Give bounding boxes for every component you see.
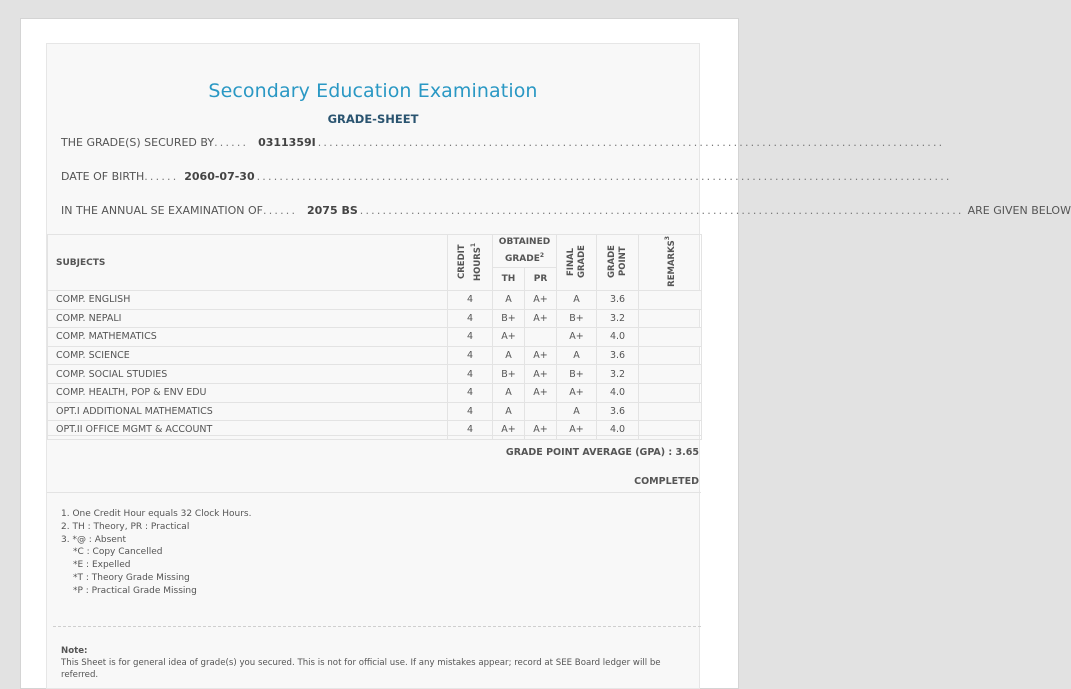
final-grade: B+ [557, 309, 597, 328]
note-section [61, 645, 681, 681]
footnote-3: 3. *@ : Absent [61, 534, 127, 545]
footnote-2: 2. TH : Theory, PR : Practical [61, 521, 190, 532]
dob-value: 2060-07-30 [184, 169, 255, 183]
credit-hours: 4 [448, 402, 493, 421]
remarks [639, 365, 702, 384]
grade-point: 3.6 [597, 402, 639, 421]
footnote-copy-cancelled: *C : Copy Cancelled [73, 547, 163, 558]
subject-name: COMP. SCIENCE [48, 346, 448, 365]
gpa-label: GRADE POINT AVERAGE (GPA) : [505, 447, 673, 458]
gpa-value: 3.65 [675, 447, 699, 458]
final-grade: B+ [557, 365, 597, 384]
grade-point: 3.6 [597, 346, 639, 365]
table-row [48, 291, 702, 310]
practical-grade: A+ [525, 309, 557, 328]
remarks [639, 383, 702, 402]
exam-label: IN THE ANNUAL SE EXAMINATION OF [61, 203, 263, 217]
practical-grade: A+ [525, 365, 557, 384]
grade-point-header: GRADE POINT [597, 235, 639, 291]
note-heading: Note: [61, 646, 88, 656]
dob-line: DATE OF BIRTH ...... 2060-07-30 .......................................................................................................................... [61, 169, 952, 183]
practical-grade [525, 402, 557, 421]
table-row [48, 365, 702, 384]
final-grade: A [557, 291, 597, 310]
obtained-grade-header: OBTAINED GRADE$^2$ [493, 235, 557, 268]
theory-grade: A [493, 346, 525, 365]
grade-point: 3.2 [597, 365, 639, 384]
subject-name: COMP. NEPALI [48, 309, 448, 328]
footnote-practical-missing: *P : Practical Grade Missing [73, 585, 197, 596]
subject-name: COMP. SOCIAL STUDIES [48, 365, 448, 384]
exam-suffix: ARE GIVEN BELOW [967, 203, 1071, 217]
credit-hours: 4 [448, 309, 493, 328]
table-row [48, 309, 702, 328]
practical-grade: A+ [525, 346, 557, 365]
pr-header: PR [525, 268, 557, 291]
dob-label: DATE OF BIRTH [61, 169, 145, 183]
final-grade: A+ [557, 421, 597, 440]
symbol-number: 0311359I [258, 135, 316, 149]
remarks [639, 328, 702, 347]
note-text: This Sheet is for general idea of grade(s) you secured. This is not for official use. If any mistakes appear; record at SEE Board ledger will be referred. [61, 658, 661, 680]
grade-sheet [46, 43, 1071, 689]
practical-grade: A+ [525, 291, 557, 310]
subjects-header: SUBJECTS [48, 235, 448, 291]
grade-point: 4.0 [597, 383, 639, 402]
credit-hours: 4 [448, 365, 493, 384]
final-grade: A [557, 402, 597, 421]
exam-title: Secondary Education Examination [208, 80, 538, 102]
table-row [48, 383, 702, 402]
practical-grade: A+ [525, 383, 557, 402]
footnote-1: 1. One Credit Hour equals 32 Clock Hours. [61, 509, 252, 519]
theory-grade: A [493, 402, 525, 421]
grade-secured-label: THE GRADE(S) SECURED BY [61, 135, 215, 149]
credit-hours: 4 [448, 346, 493, 365]
remarks [639, 291, 702, 310]
final-grade: A [557, 346, 597, 365]
remarks-header: REMARKS$^3$ [639, 235, 702, 291]
footnotes [61, 508, 251, 598]
grade-point: 3.6 [597, 291, 639, 310]
sheet-subtitle: GRADE-SHEET [327, 112, 419, 126]
credit-hours: 4 [448, 291, 493, 310]
th-header: TH [493, 268, 525, 291]
subject-name: OPT.I ADDITIONAL MATHEMATICS [48, 402, 448, 421]
theory-grade: A [493, 383, 525, 402]
footnote-theory-missing: *T : Theory Grade Missing [73, 572, 190, 583]
gpa-text [506, 447, 699, 458]
subject-name: COMP. ENGLISH [48, 291, 448, 310]
completion-status: COMPLETED [634, 476, 699, 487]
dashed-divider [53, 626, 701, 627]
table-row [48, 346, 702, 365]
remarks [639, 402, 702, 421]
remarks [639, 309, 702, 328]
theory-grade: A+ [493, 328, 525, 347]
grade-point: 4.0 [597, 328, 639, 347]
credit-hours: 4 [448, 421, 493, 440]
grade-secured-line: THE GRADE(S) SECURED BY ...... 0311359I .............................................................................................................. [61, 135, 945, 149]
subject-name: COMP. MATHEMATICS [48, 328, 448, 347]
exam-year: 2075 BS [307, 203, 358, 217]
subject-name: OPT.II OFFICE MGMT & ACCOUNT [48, 421, 448, 440]
exam-line: IN THE ANNUAL SE EXAMINATION OF ...... 2075 BS .......................................................................................................... ARE GIVEN BELOW [61, 203, 1071, 217]
footnote-expelled: *E : Expelled [73, 560, 131, 571]
practical-grade [525, 328, 557, 347]
grade-point: 4.0 [597, 421, 639, 440]
remarks [639, 346, 702, 365]
gpa-section [47, 435, 701, 487]
final-grade: A+ [557, 383, 597, 402]
theory-grade: B+ [493, 365, 525, 384]
grade-point: 3.2 [597, 309, 639, 328]
theory-grade: A+ [493, 421, 525, 440]
theory-grade: B+ [493, 309, 525, 328]
divider [47, 492, 701, 493]
table-row [48, 328, 702, 347]
table-row [48, 402, 702, 421]
theory-grade: A [493, 291, 525, 310]
final-grade: A+ [557, 328, 597, 347]
final-grade-header: FINAL GRADE [557, 235, 597, 291]
credit-hours: 4 [448, 383, 493, 402]
credit-hours-header: CREDIT HOURS$^1$ [448, 235, 493, 291]
subject-name: COMP. HEALTH, POP & ENV EDU [48, 383, 448, 402]
practical-grade: A+ [525, 421, 557, 440]
grades-table [47, 234, 702, 440]
credit-hours: 4 [448, 328, 493, 347]
